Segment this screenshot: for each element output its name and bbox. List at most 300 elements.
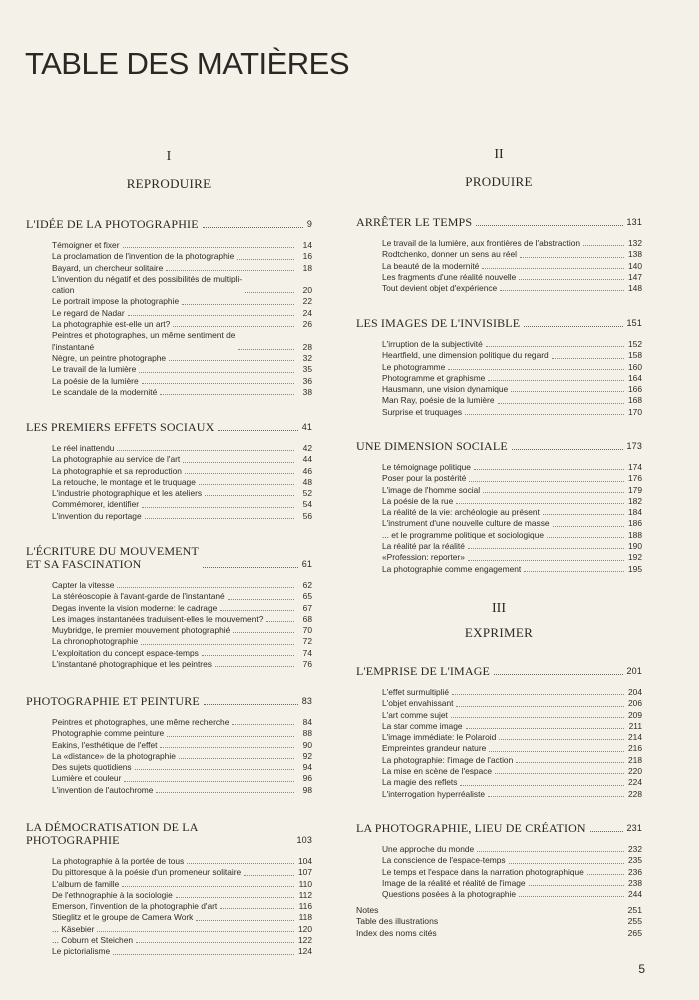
chapter-photographie-peinture [26,695,312,796]
chapter-title: L'IDÉE DE LA PHOTOGRAPHIE [26,217,199,231]
toc-entry [382,261,642,272]
chapter-heading [26,421,312,434]
toc-entry [52,387,312,398]
entry-page: 32 [302,352,312,363]
entry-page: 62 [302,580,312,590]
dot-leader [122,885,294,887]
toc-entry [382,743,642,754]
chapter-page: 173 [626,441,642,451]
dot-leader [228,598,294,600]
toc-entry [52,330,312,353]
toc-entry [52,946,312,957]
entry-title: Empreintes grandeur nature [382,743,487,754]
chapter-heading [26,821,312,847]
dot-leader [117,449,294,451]
dot-leader [476,224,622,226]
entry-title: La poésie de la rue [382,495,454,506]
dot-leader [204,703,298,705]
entry-title: Nègre, un peintre photographe [52,352,167,363]
entry-title: L'image immédiate: le Polaroid [382,732,497,743]
entry-page: 72 [302,636,312,647]
entry-title: L'image de l'homme social [382,484,481,495]
entry-page: 88 [302,728,312,739]
part-number-2: II [494,147,504,162]
dot-leader [113,953,294,955]
dot-leader [233,631,294,633]
entry-title: Peintres et photographes, un même sentiment de l'instantané [52,330,236,352]
dot-leader [185,472,294,474]
part-title-1: REPRODUIRE [126,176,212,191]
entry-page: 22 [302,296,312,307]
toc-entry [52,240,312,251]
entry-page: 251 [627,905,642,915]
dot-leader [511,390,624,392]
entry-page: 107 [298,867,312,878]
entry-title: Man Ray, poésie de la lumière [382,395,495,406]
chapter-title: ARRÊTER LE TEMPS [356,215,473,229]
entry-title: L'irruption de la subjectivité [382,339,483,349]
dot-leader [590,830,623,832]
entry-page: 24 [302,307,312,318]
entry-title: Heartfield, une dimension politique du regard [382,350,549,361]
dot-leader [215,665,294,667]
toc-entry [382,777,642,788]
dot-leader [136,941,294,943]
dot-leader [500,289,624,291]
toc-entry [382,698,642,709]
entry-title: Le témoignage politique [382,462,471,472]
entry-page: 164 [628,372,642,383]
dot-leader [141,643,294,645]
chapter-title: UNE DIMENSION SOCIALE [356,439,508,453]
dot-leader [509,862,624,864]
dot-leader [512,448,623,450]
chapter-heading [356,216,642,229]
dot-leader [477,850,624,852]
entry-page: 92 [302,750,312,761]
entry-title: Image de la réalité et réalité de l'image [382,877,526,888]
entry-page: 46 [302,465,312,476]
dot-leader [202,654,294,656]
entry-title: Les fragments d'une réalité nouvelle [382,271,517,282]
entry-title: ... Käsebier [52,923,95,934]
toc-entry [52,580,312,591]
chapter-page: 9 [306,219,312,229]
dot-leader [220,609,294,611]
entry-page: 204 [628,687,642,697]
entry-page: 160 [628,361,642,372]
entry-title: Le portrait impose la photographie [52,296,180,307]
entry-title: La photographie au service de l'art [52,454,181,465]
dot-leader [494,673,623,675]
entry-page: 90 [302,739,312,750]
toc-entry [52,659,312,670]
entry-title: Photogramme et graphisme [382,372,486,383]
entry-page: 188 [628,529,642,540]
chapter-title: L'EMPRISE DE L'IMAGE [356,664,490,678]
entry-title: La réalité par la réalité [382,541,465,552]
entry-page: 148 [628,283,642,294]
toc-entry [52,717,312,728]
entry-title: La retouche, le montage et le truquage [52,476,196,487]
toc-entry [52,625,312,636]
dot-leader [232,723,294,725]
entry-page: 147 [628,271,642,282]
entry-list [356,238,642,294]
entry-title: La photographie: l'image de l'action [382,754,514,765]
entry-page: 44 [302,454,312,465]
entry-list [26,443,312,522]
entry-title: Le pictorialisme [52,946,111,957]
chapter-page: 201 [626,666,642,676]
entry-list [26,240,312,398]
entry-title: La photographie comme engagement [382,563,522,574]
entry-page: 190 [628,541,642,552]
dot-leader [123,246,295,248]
entry-page: 116 [298,901,312,912]
entry-page: 218 [628,754,642,765]
chapter-heading [356,665,642,678]
entry-page: 68 [302,613,312,624]
dot-leader [244,874,294,876]
dot-leader [524,325,622,327]
chapter-emprise-image [356,665,642,800]
dot-leader [169,359,294,361]
toc-entry [382,564,642,575]
entry-page: 36 [302,375,312,386]
toc-entry [52,499,312,510]
dot-leader [529,884,624,886]
toc-entry [52,477,312,488]
entry-page: 112 [298,889,312,900]
entry-page: 236 [628,866,642,877]
dot-leader [128,314,294,316]
dot-leader [160,393,294,395]
toc-entry [52,296,312,307]
entry-page: 18 [302,262,312,273]
toc-entry [52,591,312,602]
chapter-images-invisible [356,317,642,418]
toc-entry [52,636,312,647]
chapter-title: LES PREMIERS EFFETS SOCIAUX [26,420,215,434]
part-number-1: I [166,149,172,164]
toc-entry [382,407,642,418]
chapter-page: 41 [301,422,312,432]
entry-title: Le travail de la lumière [52,364,137,375]
entry-page: 244 [628,889,642,900]
entry-page: 152 [628,339,642,349]
entry-title: Le regard de Nadar [52,307,125,318]
entry-list [356,462,642,575]
entry-title: Hausmann, une vision dynamique [382,384,509,395]
entry-title: L'invention du reportage [52,510,142,521]
entry-title: Emerson, l'invention de la photographie d'art [52,901,218,912]
dot-leader [553,525,624,527]
dot-leader [220,907,294,909]
entry-page: 182 [628,495,642,506]
toc-entry [382,395,642,406]
entry-title: Le réel inattendu [52,443,115,453]
entry-title: Peintres et photographes, une même recherche [52,717,230,727]
toc-entry [52,454,312,465]
chapter-heading [356,822,642,835]
entry-page: 118 [298,912,312,923]
entry-page: 214 [628,732,642,743]
entry-title: L'art comme sujet [382,709,448,720]
toc-entry [52,364,312,375]
dot-leader [495,772,624,774]
dot-leader [245,291,294,293]
entry-page: 228 [628,788,642,799]
entry-page: 26 [302,319,312,330]
toc-entry [52,614,312,625]
entry-page: 16 [302,251,312,262]
dot-leader [176,896,294,898]
dot-leader [142,506,294,508]
entry-page: 209 [628,709,642,720]
entry-page: 206 [628,698,642,709]
toc-entry [382,362,642,373]
toc-entry [52,648,312,659]
dot-leader [469,480,624,482]
toc-entry [52,263,312,274]
chapter-title: PHOTOGRAPHIE ET PEINTURE [26,694,200,708]
toc-entry [382,867,642,878]
dot-leader [519,278,624,280]
toc-entry [52,856,312,867]
chapter-page: 83 [301,696,312,706]
back-matter-entry [356,916,642,927]
chapter-dimension-sociale [356,440,642,575]
chapter-page: 61 [301,559,312,569]
entry-page: 166 [628,384,642,395]
entry-page: 132 [628,238,642,248]
entry-list [26,717,312,796]
entry-title: Le travail de la lumière, aux frontières de l'abstraction [382,238,581,248]
entry-title: ... Coburn et Steichen [52,935,134,946]
dot-leader [486,345,624,347]
toc-entry [52,443,312,454]
entry-title: Capter la vitesse [52,580,115,590]
toc-entry [382,462,642,473]
entry-page: 211 [628,720,642,731]
chapter-title: L'ÉCRITURE DU MOUVEMENT ET SA FASCINATION [26,544,199,571]
dot-leader [456,502,624,504]
toc-entry [382,485,642,496]
dot-leader [468,547,624,549]
dot-leader [183,461,294,463]
dot-leader [135,768,294,770]
entry-page: 20 [302,285,312,296]
dot-leader [203,226,303,228]
dot-leader [482,267,624,269]
entry-page: 96 [302,773,312,784]
entry-title: Des sujets quotidiens [52,762,132,773]
entry-page: 192 [628,552,642,563]
entry-page: 65 [302,591,312,602]
toc-entry [382,384,642,395]
dot-leader [519,895,624,897]
dot-leader [266,620,294,622]
dot-leader [547,536,624,538]
entry-title: Du pittoresque à la poésie d'un promeneur solitaire [52,867,242,878]
toc-entry [52,603,312,614]
dot-leader [498,402,625,404]
entry-title: Rodtchenko, donner un sens au réel [382,249,518,260]
chapter-title: LES IMAGES DE L'INVISIBLE [356,316,521,330]
chapter-heading [26,545,312,571]
entry-title: La photographie est-elle un art? [52,319,171,330]
back-matter [356,905,642,939]
dot-leader [166,269,294,271]
entry-list [26,856,312,958]
dot-leader [145,517,294,519]
toc-entry [382,283,642,294]
dot-leader [139,371,294,373]
entry-title: Le scandale de la modernité [52,386,158,397]
entry-page: 174 [628,462,642,472]
toc-entry [52,879,312,890]
toc-entry [52,488,312,499]
entry-page: 38 [302,386,312,397]
entry-title: Une approche du monde [382,844,475,854]
entry-page: 186 [628,518,642,529]
toc-entry [52,762,312,773]
dot-leader [489,750,624,752]
entry-title: La «distance» de la photographie [52,750,176,761]
chapter-heading [356,317,642,330]
entry-title: Le photogramme [382,361,446,372]
entry-title: La magie des reflets [382,777,458,788]
chapter-idee-photographie [26,218,312,398]
dot-leader [524,570,624,572]
dot-leader [552,357,624,359]
entry-title: Poser pour la postérité [382,473,467,484]
entry-title: Tout devient objet d'expérience [382,283,498,294]
entry-title: L'album de famille [52,878,120,889]
dot-leader [182,303,294,305]
dot-leader [196,919,294,921]
toc-entry [52,319,312,330]
toc-entry [382,721,642,732]
entry-title: Les images instantanées traduisent-elles le mouvement? [52,613,264,624]
toc-entry [382,889,642,900]
entry-title: Commémorer, identifier [52,499,140,510]
entry-page: 74 [302,647,312,658]
entry-title: Muybridge, le premier mouvement photographié [52,625,231,636]
back-matter-entry [356,905,642,916]
toc-entry [52,466,312,477]
toc-entry [52,728,312,739]
toc-entry [52,376,312,387]
page-number: 5 [638,962,645,976]
dot-leader [452,693,624,695]
entry-title: Stieglitz et le groupe de Camera Work [52,912,194,923]
dot-leader [167,735,294,737]
entry-title: Photographie comme peinture [52,728,165,739]
dot-leader [237,258,294,260]
toc-entry [52,740,312,751]
entry-title: L'interrogation hyperréaliste [382,788,486,799]
toc-entry [382,339,642,350]
entry-title: L'effet surmultiplié [382,687,450,697]
dot-leader [173,325,294,327]
dot-leader [488,795,624,797]
toc-entry [52,890,312,901]
entry-title: De l'ethnographie à la sociologie [52,889,173,900]
chapter-title: LA DÉMOCRATISATION DE LA PHOTOGRAPHIE [26,820,198,847]
entry-page: 255 [627,916,642,927]
toc-entry [52,924,312,935]
entry-title: L'exploitation du concept espace-temps [52,647,199,658]
dot-leader [448,368,624,370]
entry-title: L'industrie photographique et les ateliers [52,488,203,499]
entry-page: 184 [628,507,642,518]
entry-page: 179 [628,484,642,495]
toc-entry [382,687,642,698]
toc-entry [52,308,312,319]
chapter-ecriture-mouvement [26,545,312,670]
dot-leader [117,586,294,588]
dot-leader [465,413,624,415]
entry-title: La réalité de la vie: archéologie au présent [382,507,540,518]
entry-page: 56 [302,510,312,521]
toc-entry [382,496,642,507]
dot-leader [460,784,624,786]
entry-page: 176 [628,473,642,484]
dot-leader [587,873,624,875]
entry-title: La conscience de l'espace-temps [382,855,506,866]
chapter-page: 103 [296,835,312,845]
entry-page: 124 [298,946,312,957]
toc-entry [52,773,312,784]
dot-leader [187,862,294,864]
entry-page: 158 [628,350,642,361]
entry-title: La mise en scène de l'espace [382,766,493,777]
entry-title: Lumière et couleur [52,773,122,784]
entry-page: 98 [302,784,312,795]
dot-leader [142,382,294,384]
toc-entry [382,844,642,855]
entry-page: 235 [628,855,642,866]
chapter-title: LA PHOTOGRAPHIE, LIEU DE CRÉATION [356,821,586,835]
toc-entry [382,710,642,721]
dot-leader [238,348,294,350]
toc-entry [52,901,312,912]
toc-entry [382,789,642,800]
part-title-2: PRODUIRE [465,174,533,189]
toc-entry [382,878,642,889]
entry-page: 35 [302,364,312,375]
dot-leader [179,757,294,759]
toc-entry [382,473,642,484]
entry-title: La proclamation de l'invention de la photographie [52,251,235,262]
dot-leader [156,791,294,793]
entry-title: L'invention de l'autochrome [52,784,154,795]
entry-page: 94 [302,762,312,773]
toc-entry [382,530,642,541]
entry-title: Bayard, un chercheur solitaire [52,262,164,273]
spacer [381,912,623,913]
toc-entry [52,935,312,946]
entry-page: 265 [627,927,642,938]
toc-entry [52,274,312,297]
dot-leader [97,930,294,932]
entry-page: 170 [628,406,642,417]
entry-title: La poésie de la lumière [52,375,139,386]
entry-list [356,339,642,418]
entry-page: 224 [628,777,642,788]
